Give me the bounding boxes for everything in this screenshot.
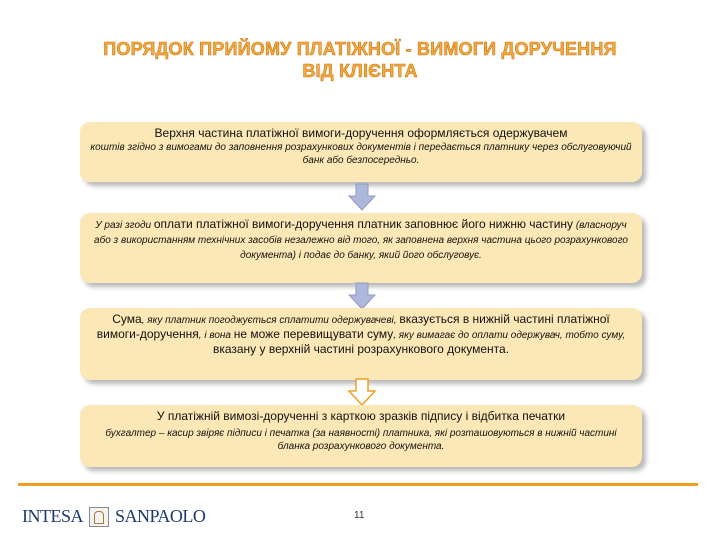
step-2-text bbox=[90, 217, 632, 262]
logo-text-left: INTESA bbox=[22, 506, 83, 526]
down-arrow-icon bbox=[348, 183, 376, 211]
page-number: 11 bbox=[354, 510, 365, 521]
step-3-part-1: Сума bbox=[112, 312, 142, 326]
step-3-part-5: не може перевищувати суму bbox=[233, 327, 394, 341]
step-3-part-6: , яку вимагає до оплати одержувач, тобто суму, bbox=[393, 330, 626, 341]
step-2-detail-text: (власноруч або з використанням технічних засобів незалежно від того, як заповнена верхня частина цього розрахункового документа) і подає до банку, який його обслуговує. bbox=[94, 220, 628, 261]
step-1-main-text: Верхня частина платіжної вимоги-доручення оформляється одержувачем bbox=[154, 126, 568, 140]
step-3-part-8: . bbox=[505, 342, 510, 356]
down-arrow-icon bbox=[348, 378, 376, 406]
step-3-part-3: вказується в нижній частині платіжної вимоги-доручення bbox=[96, 312, 610, 341]
slide-title bbox=[60, 38, 660, 82]
slide-title-line-1: ПОРЯДОК ПРИЙОМУ ПЛАТІЖНОЇ - ВИМОГИ ДОРУЧЕННЯ bbox=[103, 39, 617, 59]
step-3-part-4: , і вона bbox=[198, 330, 234, 341]
step-4-main-text: У платіжній вимозі-дорученні з карткою зразків підпису і відбитка печатки bbox=[156, 409, 566, 423]
step-box-3 bbox=[80, 308, 642, 380]
step-4-detail-text: бухгалтер – касир звіряє підписи і печатка (за наявності) платника, які розташовуються в нижній частині бланка розрахункового документа. bbox=[105, 428, 617, 452]
step-1-detail-text: коштів згідно з вимогами до заповнення розрахункових документів і передається платнику через обслуговуючий банк або безпосередньо. bbox=[90, 142, 632, 166]
step-3-part-2: , яку платник погоджується сплатити одержувачеві, bbox=[141, 315, 400, 326]
step-3-part-7: вказану у верхній частині розрахункового документа bbox=[212, 342, 506, 356]
step-2-italic-lead: У разі згоди bbox=[95, 220, 154, 231]
slide-title-line-2: ВІД КЛІЄНТА bbox=[302, 61, 418, 81]
step-box-4 bbox=[80, 405, 642, 467]
step-box-2 bbox=[80, 213, 642, 283]
intesa-sanpaolo-logo bbox=[22, 506, 205, 527]
step-box-1 bbox=[80, 122, 642, 182]
down-arrow-icon bbox=[348, 282, 376, 310]
footer-divider bbox=[18, 483, 698, 486]
logo-text-right: SANPAOLO bbox=[115, 506, 206, 526]
logo-emblem-icon bbox=[89, 507, 109, 527]
step-2-main-text: оплати платіжної вимоги-доручення платник заповнює його нижню частину bbox=[153, 217, 574, 231]
step-3-text bbox=[90, 312, 632, 357]
